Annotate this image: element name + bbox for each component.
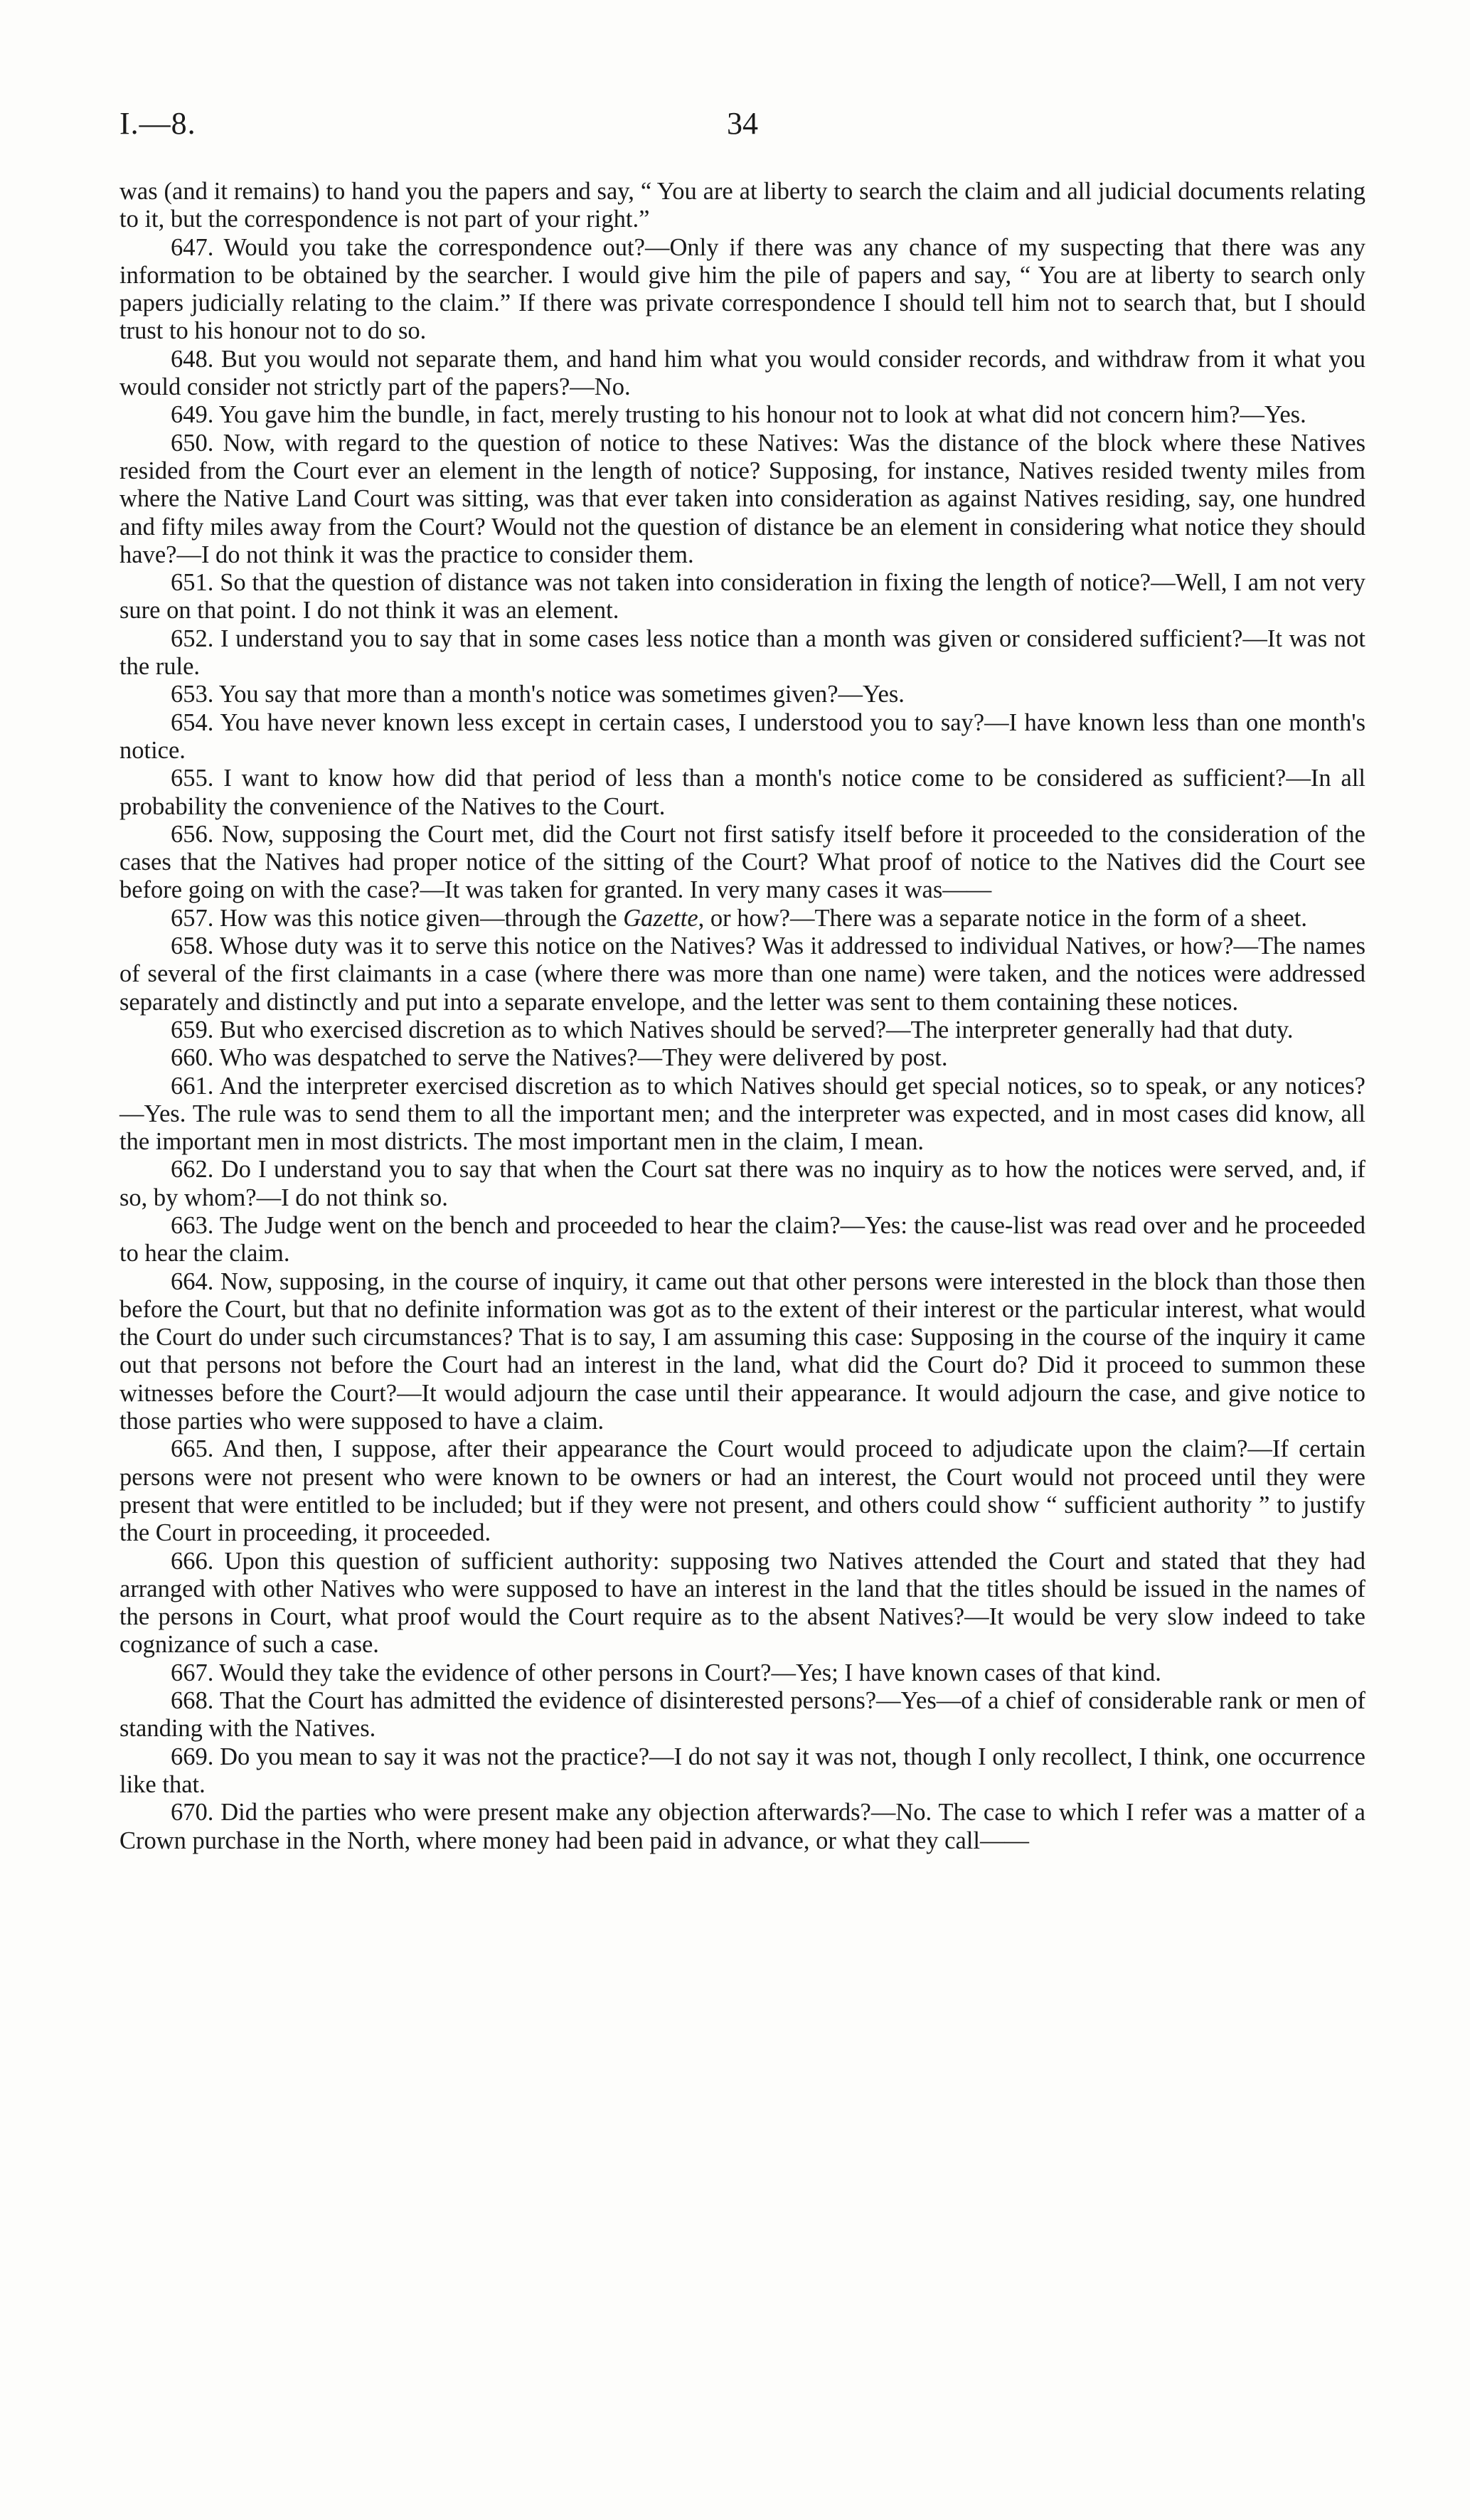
paragraph-668: 668. That the Court has admitted the evidence of disinterested persons?—Yes—of a chief of considerable rank or men of standing with the Natives. [119,1687,1365,1743]
page-header [119,105,1365,148]
paragraph-655: 655. I want to know how did that period of less than a month's notice come to be considered as sufficient?—In all probability the convenience of the Natives to the Court. [119,765,1365,820]
page-number: 34 [727,106,758,141]
paragraph-658: 658. Whose duty was it to serve this notice on the Natives? Was it addressed to individual Natives, or how?—The names of several of the first claimants in a case (where there was more than one name) were taken, and the notices were addressed separately and distinctly and put into a separate envelope, and the letter was sent to them containing these notices. [119,932,1365,1016]
paragraph-649: 649. You gave him the bundle, in fact, merely trusting to his honour not to look at what did not concern him?—Yes. [171,401,1306,429]
paragraph-651: 651. So that the question of distance was not taken into consideration in fixing the length of notice?—Well, I am not very sure on that point. I do not think it was an element. [119,569,1365,624]
paragraph-670: 670. Did the parties who were present make any objection afterwards?—No. The case to which I refer was a matter of a Crown purchase in the North, where money had been paid in advance, or what they call—— [119,1799,1365,1854]
paragraph-continuation: was (and it remains) to hand you the papers and say, “ You are at liberty to search the claim and all judicial documents relating to it, but the correspondence is not part of your right.” [119,178,1365,233]
paragraph-656: 656. Now, supposing the Court met, did the Court not first satisfy itself before it proceeded to the consideration of the cases that the Natives had proper notice of the sitting of the Court? What proof of notice to the Natives did the Court see before going on with the case?—It was taken for granted. In very many cases it was—— [119,820,1365,904]
paragraph-650: 650. Now, with regard to the question of notice to these Natives: Was the distance of the block where these Natives resided from the Court ever an element in the length of notice? Supposing, for instance, Natives resided twenty miles from where the Native Land Court was sitting, was that ever taken into consideration as against Natives residing, say, one hundred and fifty miles away from the Court? Would not the question of distance be an element in considering what notice they should have?—I do not think it was the practice to consider them. [119,429,1365,568]
paragraph-659: 659. But who exercised discretion as to which Natives should be served?—The interpreter generally had that duty. [171,1016,1294,1043]
paragraph-660: 660. Who was despatched to serve the Natives?—They were delivered by post. [171,1044,948,1072]
paragraph-647: 647. Would you take the correspondence out?—Only if there was any chance of my suspecting that there was any information to be obtained by the searcher. I would give him the pile of papers and say, “ You are at liberty to search only papers judicially relating to the claim.” If there was private correspondence I should tell him not to search that, but I should trust to his honour not to do so. [119,233,1365,345]
body-text [119,178,1365,1855]
paragraph-663: 663. The Judge went on the bench and proceeded to hear the claim?—Yes: the cause-list was read over and he proceeded to hear the claim. [119,1211,1365,1267]
paragraph-664: 664. Now, supposing, in the course of inquiry, it came out that other persons were interested in the block than those then before the Court, but that no definite information was got as to the extent of their interest or the particular interest, what would the Court do under such circumstances? That is to say, I am assuming this case: Supposing in the course of the inquiry it came out that persons not before the Court had an interest in the land, what did the Court do? Did it proceed to summon these witnesses before the Court?—It would adjourn the case until their appearance. It would adjourn the case, and give notice to those parties who were supposed to have a claim. [119,1267,1365,1435]
paragraph-653: 653. You say that more than a month's notice was sometimes given?—Yes. [171,681,905,708]
paragraph-648: 648. But you would not separate them, and hand him what you would consider records, and withdraw from it what you would consider not strictly part of the papers?—No. [119,345,1365,401]
gazette-italic: Gazette [623,904,698,932]
parliamentary-paper-reference: I.—8. [119,106,196,141]
paragraph-667: 667. Would they take the evidence of other persons in Court?—Yes; I have known cases of that kind. [171,1659,1161,1686]
paragraph-662: 662. Do I understand you to say that when the Court sat there was no inquiry as to how the notices were served, and, if so, by whom?—I do not think so. [119,1156,1365,1211]
paragraph-665: 665. And then, I suppose, after their appearance the Court would proceed to adjudicate upon the claim?—If certain persons were not present who were known to be owners or had an interest, the Court would not proceed until they were present that were entitled to be included; but if they were not present, and others could show “ sufficient authority ” to justify the Court in proceeding, it proceeded. [119,1435,1365,1547]
paragraph-661: 661. And the interpreter exercised discretion as to which Natives should get special notices, so to speak, or any notices?—Yes. The rule was to send them to all the important men; and the interpreter was expected, and in most cases did know, all the important men in most districts. The most important men in the claim, I mean. [119,1072,1365,1156]
paragraph-669: 669. Do you mean to say it was not the practice?—I do not say it was not, though I only recollect, I think, one occurrence like that. [119,1743,1365,1798]
paragraph-654: 654. You have never known less except in certain cases, I understood you to say?—I have known less than one month's notice. [119,708,1365,764]
paragraph-652: 652. I understand you to say that in some cases less notice than a month was given or considered sufficient?—It was not the rule. [119,624,1365,681]
paragraph-666: 666. Upon this question of sufficient authority: supposing two Natives attended the Court and stated that they had arranged with other Natives who were supposed to have an interest in the land that the titles should be issued in the names of the persons in Court, what proof would the Court require as to the absent Natives?—It would be very slow indeed to take cognizance of such a case. [119,1547,1365,1659]
paragraph-657: 657. How was this notice given—through the Gazette, or how?—There was a separate notice in the form of a sheet. [171,904,1308,932]
